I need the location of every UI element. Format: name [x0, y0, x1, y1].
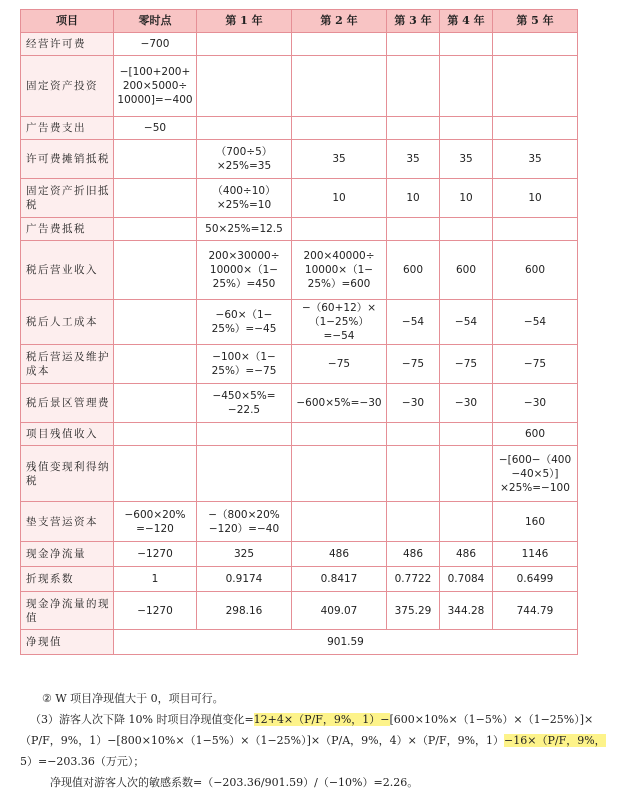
note-text: （3）游客人次下降 10% 时项目净现值变化=: [30, 713, 254, 726]
cell: [387, 446, 440, 502]
note-text: 5）=−203.36（万元）；: [20, 755, 145, 768]
header-year5: 第 5 年: [493, 10, 578, 33]
row-label: 税后营运及维护成本: [21, 345, 114, 384]
row-label: 税后营业收入: [21, 241, 114, 300]
cell: 0.7722: [387, 567, 440, 592]
cell: [292, 56, 387, 117]
table-row: [21, 179, 578, 218]
table-row: [21, 140, 578, 179]
cell: [292, 446, 387, 502]
cell: 200×40000÷ 10000×（1− 25%）=600: [292, 241, 387, 300]
table-row: [21, 592, 578, 630]
header-year4: 第 4 年: [440, 10, 493, 33]
highlighted-text: −16×（P/F，9%，: [504, 734, 606, 747]
cell: [440, 56, 493, 117]
table-row: [21, 300, 578, 345]
note-line: [20, 688, 620, 709]
cell: [114, 300, 197, 345]
cell: [387, 423, 440, 446]
note-text: 净现值对游客人次的敏感系数=（−203.36/901.59）/（−10%）=2.26。: [50, 776, 419, 789]
cell: −（800×20% −120）=−40: [197, 502, 292, 542]
cell: 160: [493, 502, 578, 542]
table-row: [21, 56, 578, 117]
cell: 35: [493, 140, 578, 179]
cell: [114, 179, 197, 218]
cell: 600: [493, 423, 578, 446]
row-label: 项目残值收入: [21, 423, 114, 446]
cell: 10: [440, 179, 493, 218]
cell: 200×30000÷ 10000×（1− 25%）=450: [197, 241, 292, 300]
row-label: 税后景区管理费: [21, 384, 114, 423]
cell: −[100+200+ 200×5000÷ 10000]=−400: [114, 56, 197, 117]
note-text: [600×10%×（1−5%）×（1−25%）]×: [389, 713, 594, 726]
row-label: 广告费抵税: [21, 218, 114, 241]
table-row: [21, 117, 578, 140]
cell: −75: [292, 345, 387, 384]
cell: [197, 117, 292, 140]
cell: [292, 218, 387, 241]
row-label: 现金净流量的现值: [21, 592, 114, 630]
cell: −（60+12）× （1−25%）=−54: [292, 300, 387, 345]
row-label: 现金净流量: [21, 542, 114, 567]
cell: [387, 218, 440, 241]
note-line: [20, 709, 620, 730]
table-row: [21, 241, 578, 300]
npv-row: [21, 630, 578, 655]
cell: （400÷10） ×25%=10: [197, 179, 292, 218]
cell: 10: [292, 179, 387, 218]
table-row: [21, 218, 578, 241]
header-year3: 第 3 年: [387, 10, 440, 33]
cell: 298.16: [197, 592, 292, 630]
table-row: [21, 542, 578, 567]
note-line: [20, 751, 620, 772]
cell: [387, 33, 440, 56]
cell: [292, 502, 387, 542]
cell: [114, 345, 197, 384]
cell: −54: [440, 300, 493, 345]
cell: 0.6499: [493, 567, 578, 592]
cell: 744.79: [493, 592, 578, 630]
header-item: 项目: [21, 10, 114, 33]
cell: −600×20% =−120: [114, 502, 197, 542]
cell: −75: [440, 345, 493, 384]
cell: −30: [440, 384, 493, 423]
cell: −54: [387, 300, 440, 345]
cell: [114, 241, 197, 300]
cell: −450×5%= −22.5: [197, 384, 292, 423]
cell: [440, 33, 493, 56]
cell: 409.07: [292, 592, 387, 630]
row-label: 固定资产折旧抵税: [21, 179, 114, 218]
cell: 486: [387, 542, 440, 567]
highlighted-text: 12+4×（P/F，9%，1）−: [253, 713, 390, 726]
cell: 1146: [493, 542, 578, 567]
table-row: [21, 345, 578, 384]
table-row: [21, 502, 578, 542]
cell: [292, 117, 387, 140]
cell: [387, 117, 440, 140]
cell: 600: [387, 241, 440, 300]
cell: [387, 56, 440, 117]
cell: [197, 33, 292, 56]
cell: [440, 446, 493, 502]
cell: 35: [387, 140, 440, 179]
table-header-row: [21, 10, 578, 33]
cell: −54: [493, 300, 578, 345]
row-label: 税后人工成本: [21, 300, 114, 345]
cell: （700÷5） ×25%=35: [197, 140, 292, 179]
cell: −30: [387, 384, 440, 423]
cell: [292, 33, 387, 56]
cell: 600: [493, 241, 578, 300]
cell: −700: [114, 33, 197, 56]
cell: −50: [114, 117, 197, 140]
note-line: [20, 730, 620, 751]
cell: [197, 56, 292, 117]
cell: 1: [114, 567, 197, 592]
npv-value: 901.59: [114, 630, 578, 655]
cell: −60×（1− 25%）=−45: [197, 300, 292, 345]
cell: [493, 56, 578, 117]
cell: −30: [493, 384, 578, 423]
cell: −100×（1− 25%）=−75: [197, 345, 292, 384]
table-row: [21, 567, 578, 592]
cell: 50×25%=12.5: [197, 218, 292, 241]
note-text: ② W 项目净现值大于 0，项目可行。: [42, 692, 224, 705]
table-row: [21, 33, 578, 56]
header-year1: 第 1 年: [197, 10, 292, 33]
cell: [114, 423, 197, 446]
cell: −[600−（400 −40×5）] ×25%=−100: [493, 446, 578, 502]
cell: [114, 218, 197, 241]
cell: 0.7084: [440, 567, 493, 592]
table-row: [21, 423, 578, 446]
table-row: [21, 446, 578, 502]
cell: 35: [440, 140, 493, 179]
cell: [114, 140, 197, 179]
cell: −600×5%=−30: [292, 384, 387, 423]
cell: [440, 218, 493, 241]
cell: 325: [197, 542, 292, 567]
table-row: [21, 384, 578, 423]
npv-label: 净现值: [21, 630, 114, 655]
cell: [197, 446, 292, 502]
row-label: 残值变现利得纳税: [21, 446, 114, 502]
cell: 10: [387, 179, 440, 218]
cell: [493, 33, 578, 56]
row-label: 广告费支出: [21, 117, 114, 140]
cell: [440, 502, 493, 542]
cash-flow-table: [20, 9, 578, 655]
note-text: （P/F，9%，1）−[800×10%×（1−5%）×（1−25%）]×（P/A，9%，4）×（P/F，9%，1）: [20, 734, 505, 747]
cell: −1270: [114, 542, 197, 567]
row-label: 经营许可费: [21, 33, 114, 56]
cell: 35: [292, 140, 387, 179]
cell: [493, 117, 578, 140]
cell: 486: [292, 542, 387, 567]
note-line: [20, 772, 620, 793]
row-label: 固定资产投资: [21, 56, 114, 117]
cell: 0.8417: [292, 567, 387, 592]
cell: [292, 423, 387, 446]
row-label: 折现系数: [21, 567, 114, 592]
cell: 600: [440, 241, 493, 300]
cell: −75: [387, 345, 440, 384]
cell: 0.9174: [197, 567, 292, 592]
cell: [114, 446, 197, 502]
cell: [197, 423, 292, 446]
cell: −75: [493, 345, 578, 384]
cell: 10: [493, 179, 578, 218]
cell: 486: [440, 542, 493, 567]
cell: 375.29: [387, 592, 440, 630]
row-label: 许可费摊销抵税: [21, 140, 114, 179]
cell: 344.28: [440, 592, 493, 630]
solution-notes: [20, 688, 620, 793]
cell: −1270: [114, 592, 197, 630]
header-year2: 第 2 年: [292, 10, 387, 33]
cell: [440, 423, 493, 446]
cell: [493, 218, 578, 241]
row-label: 垫支营运资本: [21, 502, 114, 542]
cell: [114, 384, 197, 423]
header-year0: 零时点: [114, 10, 197, 33]
cell: [387, 502, 440, 542]
cell: [440, 117, 493, 140]
